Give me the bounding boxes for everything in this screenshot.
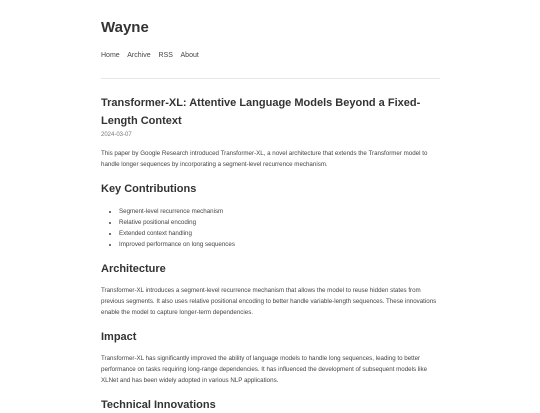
main-nav: [101, 51, 441, 61]
impact-paragraph: Transformer-XL has significantly improved the ability of language models to handle long sequences, leading to better performance on tasks requiring long-range dependencies. It has influenced the development of subsequent models like XLNet and has been widely adopted in various NLP applications.: [101, 355, 428, 384]
post-article: [101, 95, 441, 413]
architecture-paragraph: Transformer-XL introduces a segment-level recurrence mechanism that allows the model to reuse hidden states from previous segments. It also uses relative positional encoding to better handle variable-length sequences. These innovations enable the model to capture longer-term dependencies.: [101, 287, 437, 316]
key-contributions-list: [101, 206, 441, 250]
list-item: • Improved performance on long sequences: [119, 239, 441, 250]
nav-archive-link[interactable]: Archive: [127, 52, 151, 59]
post-title: Transformer-XL: Attentive Language Models Beyond a Fixed-Length Context: [101, 97, 421, 127]
list-item: • Extended context handling: [119, 228, 441, 239]
section-heading-impact: Impact: [101, 331, 137, 343]
post-date: 2024-03-07: [101, 132, 132, 138]
header-divider: [101, 78, 440, 79]
section-heading-key-contributions: Key Contributions: [101, 183, 197, 195]
nav-home-link[interactable]: Home: [101, 52, 120, 59]
site-header: [101, 18, 441, 61]
section-heading-architecture: Architecture: [101, 263, 166, 275]
list-item: • Segment-level recurrence mechanism: [119, 206, 441, 217]
post-intro: This paper by Google Research introduced Transformer-XL, a novel architecture that extends the Transformer model to handle longer sequences by incorporating a segment-level recurrence mechanism.: [101, 150, 428, 168]
site-title[interactable]: Wayne: [101, 19, 149, 36]
nav-rss-link[interactable]: RSS: [158, 52, 173, 59]
section-heading-technical-innovations: Technical Innovations: [101, 399, 216, 411]
nav-about-link[interactable]: About: [180, 52, 199, 59]
list-item: • Relative positional encoding: [119, 217, 441, 228]
